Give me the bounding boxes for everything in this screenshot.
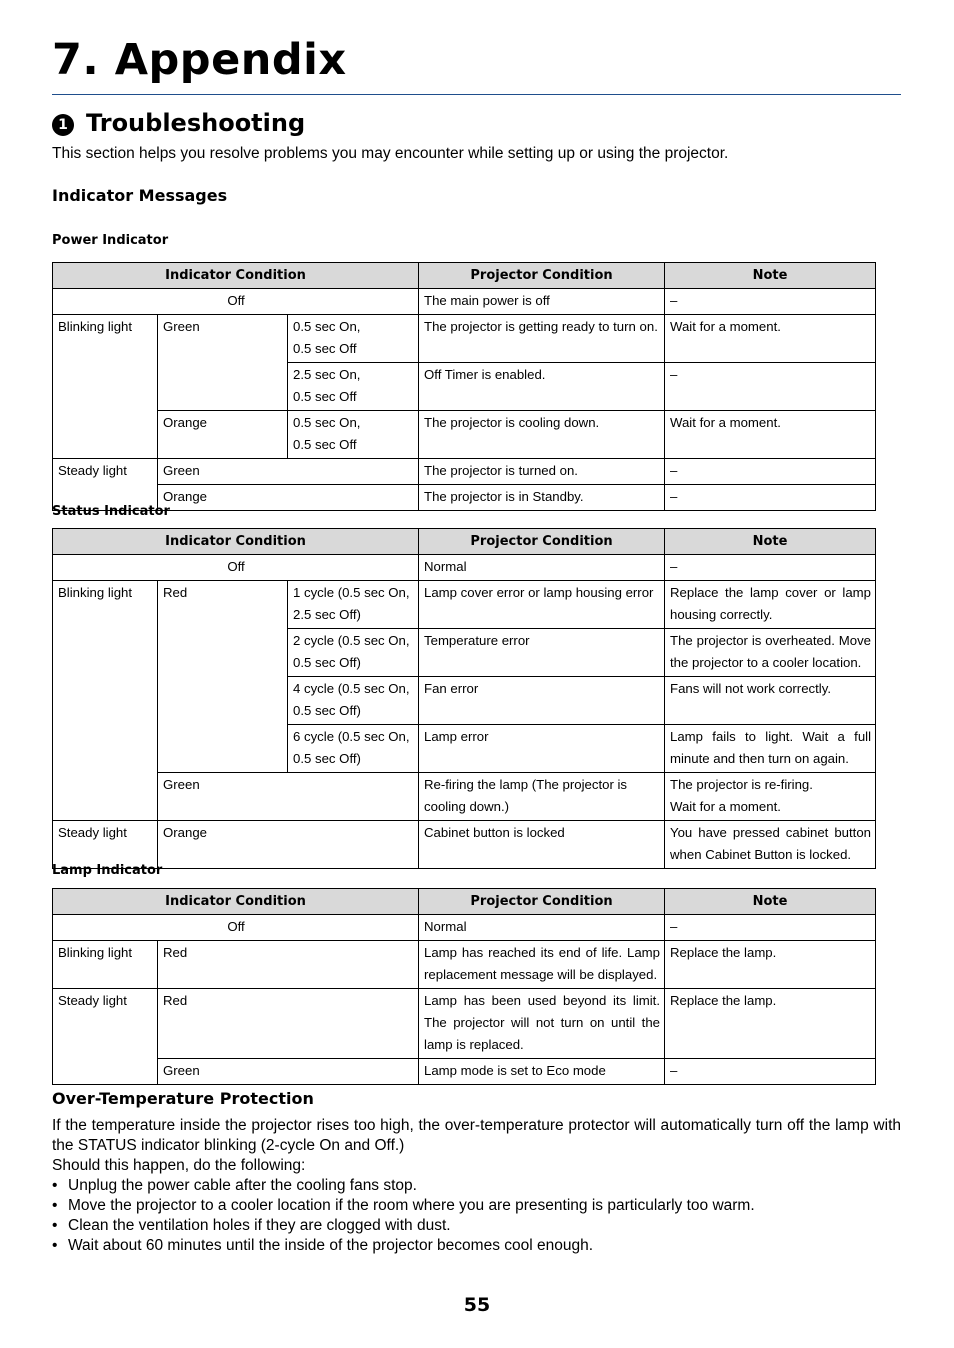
indicator-messages-heading: Indicator Messages [52,186,228,205]
table-cell: Blinking light [53,581,158,821]
table-cell: Wait for a moment. [665,315,876,363]
bullet-icon: • [52,1217,58,1234]
table-cell: Re-firing the lamp (The projector is cooling down.) [419,773,665,821]
table-cell: Green [158,315,288,411]
table-cell: 2.5 sec On, 0.5 sec Off [288,363,419,411]
table-cell: Orange [158,485,419,511]
table-cell: Red [158,989,419,1059]
table-cell: Lamp has been used beyond its limit. The projector will not turn on until the lamp is replaced. [419,989,665,1059]
column-header: Indicator Condition [53,263,419,289]
table-cell: Replace the lamp. [665,989,876,1059]
table-row [53,289,876,315]
table-cell: The projector is re-firing. Wait for a moment. [665,773,876,821]
table-row [53,315,876,363]
table-cell: The projector is overheated. Move the projector to a cooler location. [665,629,876,677]
column-header: Projector Condition [419,889,665,915]
over-temperature-heading: Over-Temperature Protection [52,1089,314,1108]
table-row [53,411,876,459]
table-row [53,459,876,485]
section-title: Troubleshooting [86,109,306,137]
table-cell: – [665,459,876,485]
column-header: Projector Condition [419,263,665,289]
table-cell: Orange [158,411,288,459]
list-item [52,1236,901,1256]
table-cell: Normal [419,915,665,941]
table-cell: Fan error [419,677,665,725]
status-indicator-heading: Status Indicator [52,504,170,519]
table-cell: Green [158,773,419,821]
table-cell: The projector is in Standby. [419,485,665,511]
bullet-icon: • [52,1237,58,1254]
table-cell: – [665,1059,876,1085]
table-cell: – [665,363,876,411]
table-row [53,773,876,821]
table-cell: – [665,555,876,581]
over-temperature-paragraph: If the temperature inside the projector rises too high, the over-temperature protector will automatically turn off the lamp with the STATUS indicator blinking (2-cycle On and Off.) [52,1117,901,1154]
table-cell: 0.5 sec On, 0.5 sec Off [288,315,419,363]
table-cell: Steady light [53,821,158,869]
table-cell: 6 cycle (0.5 sec On, 0.5 sec Off) [288,725,419,773]
table-cell: Steady light [53,459,158,511]
status-indicator-table [52,528,876,869]
power-indicator-heading: Power Indicator [52,233,169,248]
column-header: Indicator Condition [53,889,419,915]
table-cell: The projector is cooling down. [419,411,665,459]
list-item-text: Move the projector to a cooler location if the room where you are presenting is particularly too warm. [68,1197,755,1214]
table-cell: 4 cycle (0.5 sec On, 0.5 sec Off) [288,677,419,725]
power-indicator-table [52,262,876,511]
chapter-title: 7. Appendix [52,35,347,85]
table-cell: Green [158,1059,419,1085]
table-cell: 0.5 sec On, 0.5 sec Off [288,411,419,459]
over-temperature-body [52,1116,901,1256]
table-cell: 1 cycle (0.5 sec On, 2.5 sec Off) [288,581,419,629]
table-row [53,485,876,511]
table-cell: – [665,915,876,941]
list-item-text: Unplug the power cable after the cooling fans stop. [68,1177,417,1194]
table-cell: You have pressed cabinet button when Cabinet Button is locked. [665,821,876,869]
table-header-row [53,263,876,289]
list-item-text: Clean the ventilation holes if they are clogged with dust. [68,1217,451,1234]
table-cell: Red [158,941,419,989]
table-row [53,821,876,869]
section-number-badge: 1 [52,114,74,136]
lamp-indicator-table [52,888,876,1085]
table-cell: – [665,485,876,511]
table-cell: Orange [158,821,419,869]
list-item-text: Wait about 60 minutes until the inside of the projector becomes cool enough. [68,1237,594,1254]
list-item [52,1216,901,1236]
table-cell: Off Timer is enabled. [419,363,665,411]
table-cell: Green [158,459,419,485]
section-heading [52,106,305,140]
lamp-indicator-heading: Lamp Indicator [52,863,163,878]
over-temperature-instruction: Should this happen, do the following: [52,1157,306,1174]
table-cell: Wait for a moment. [665,411,876,459]
table-cell: Replace the lamp cover or lamp housing correctly. [665,581,876,629]
table-cell: Blinking light [53,315,158,459]
table-row [53,581,876,629]
list-item [52,1176,901,1196]
table-cell: Lamp error [419,725,665,773]
bullet-icon: • [52,1177,58,1194]
column-header: Note [665,529,876,555]
table-header-row [53,529,876,555]
table-cell: Lamp has reached its end of life. Lamp replacement message will be displayed. [419,941,665,989]
column-header: Note [665,889,876,915]
table-cell: Cabinet button is locked [419,821,665,869]
bullet-icon: • [52,1197,58,1214]
table-cell: Lamp fails to light. Wait a full minute and then turn on again. [665,725,876,773]
table-cell: Off [53,915,419,941]
title-divider [52,94,901,95]
table-cell: Steady light [53,989,158,1085]
table-cell: Blinking light [53,941,158,989]
table-cell: Lamp mode is set to Eco mode [419,1059,665,1085]
table-row [53,915,876,941]
column-header: Indicator Condition [53,529,419,555]
table-cell: 2 cycle (0.5 sec On, 0.5 sec Off) [288,629,419,677]
table-cell: Off [53,555,419,581]
table-cell: Off [53,289,419,315]
table-cell: Replace the lamp. [665,941,876,989]
table-row [53,555,876,581]
table-cell: – [665,289,876,315]
table-row [53,941,876,989]
column-header: Note [665,263,876,289]
table-row [53,989,876,1059]
column-header: Projector Condition [419,529,665,555]
table-cell: The projector is getting ready to turn on. [419,315,665,363]
table-cell: Normal [419,555,665,581]
intro-text: This section helps you resolve problems you may encounter while setting up or using the projector. [52,145,729,162]
table-cell: The main power is off [419,289,665,315]
page-number: 55 [463,1294,491,1316]
table-cell: Red [158,581,288,773]
table-row [53,1059,876,1085]
table-header-row [53,889,876,915]
table-cell: Temperature error [419,629,665,677]
table-cell: Fans will not work correctly. [665,677,876,725]
table-cell: The projector is turned on. [419,459,665,485]
table-cell: Lamp cover error or lamp housing error [419,581,665,629]
list-item [52,1196,901,1216]
over-temperature-steps [52,1176,901,1256]
